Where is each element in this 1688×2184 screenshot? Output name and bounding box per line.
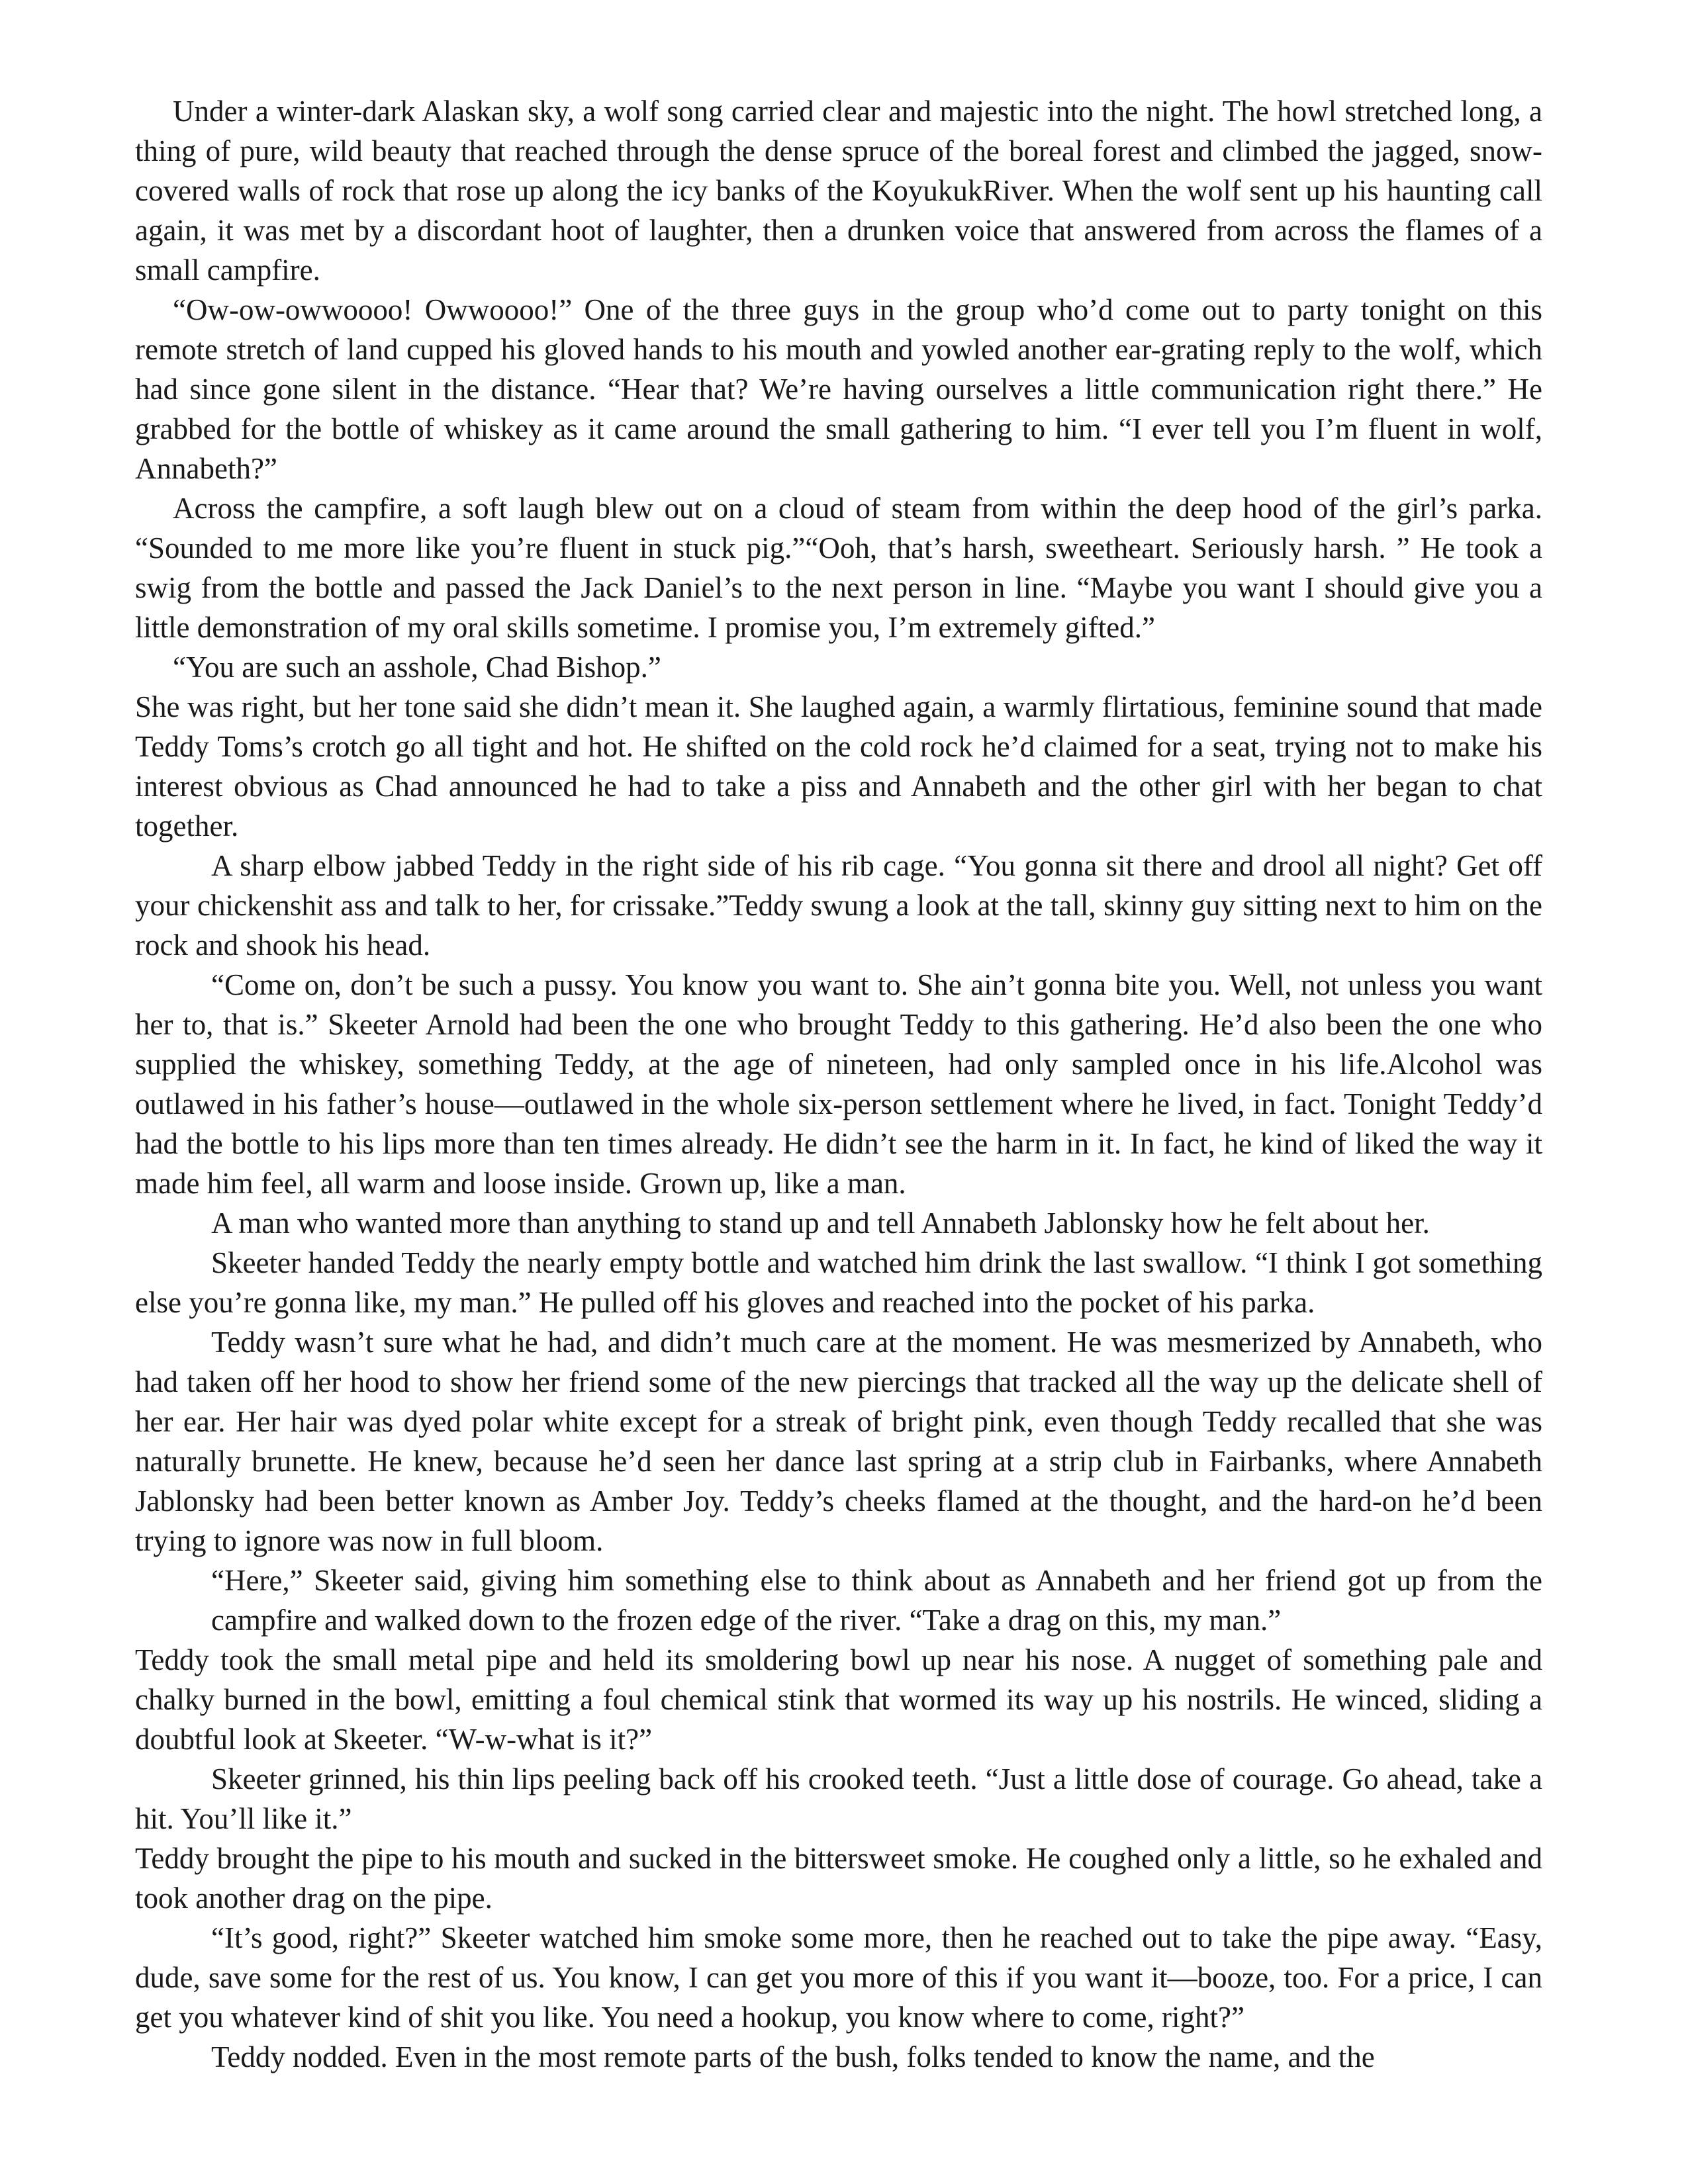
paragraph-4: “You are such an asshole, Chad Bishop.” bbox=[173, 651, 661, 684]
paragraph-7: “Come on, don’t be such a pussy. You know you want to. She ain’t gonna bite you. Well, not unless you want her to, that is.” Skeeter Arnold had been the one who brought Teddy to this gathering. He’d also been the one who supplied the whiskey, something Teddy, at the age of nineteen, had only sampled once in his life.Alcohol was outlawed in his father’s house—outlawed in the whole six-person settlement where he lived, in fact. Tonight Teddy’d had the bottle to his lips more than ten times already. He didn’t see the harm in it. In fact, he kind of liked the way it made him feel, all warm and loose inside. Grown up, like a man. bbox=[135, 968, 1542, 1200]
paragraph-1: Under a winter-dark Alaskan sky, a wolf song carried clear and majestic into the night. The howl stretched long, a thing of pure, wild beauty that reached through the dense spruce of the boreal forest and climbed the jagged, snow-covered walls of rock that rose up along the icy banks of the KoyukukRiver. When the wolf sent up his haunting call again, it was met by a discordant hoot of laughter, then a drunken voice that answered from across the flames of a small campfire. bbox=[135, 95, 1542, 287]
paragraph-3: Across the campfire, a soft laugh blew out on a cloud of steam from within the deep hood of the girl’s parka. “Sounded to me more like you’re fluent in stuck pig.”“Ooh, that’s harsh, sweetheart. Seriously harsh. ” He took a swig from the bottle and passed the Jack Daniel’s to the next person in line. “Maybe you want I should give you a little demonstration of my oral skills sometime. I promise you, I’m extremely gifted.” bbox=[135, 492, 1542, 644]
paragraph-6: A sharp elbow jabbed Teddy in the right side of his rib cage. “You gonna sit there and drool all night? Get off your chickenshit ass and talk to her, for crissake.”Teddy swung a look at the tall, skinny guy sitting next to him on the rock and shook his head. bbox=[135, 849, 1542, 962]
paragraph-15: “It’s good, right?” Skeeter watched him smoke some more, then he reached out to take the pipe away. “Easy, dude, save some for the rest of us. You know, I can get you more of this if you want it—booze, too. For a price, I can get you whatever kind of shit you like. You need a hookup, you know where to come, right?” bbox=[135, 1921, 1542, 2034]
paragraph-5: She was right, but her tone said she didn’t mean it. She laughed again, a warmly flirtatious, feminine sound that made Teddy Toms’s crotch go all tight and hot. He shifted on the cold rock he’d claimed for a seat, trying not to make his interest obvious as Chad announced he had to take a piss and Annabeth and the other girl with her began to chat together. bbox=[135, 690, 1542, 842]
paragraph-9: Skeeter handed Teddy the nearly empty bottle and watched him drink the last swallow. “I think I got something else you’re gonna like, my man.” He pulled off his gloves and reached into the pocket of his parka. bbox=[135, 1246, 1542, 1319]
paragraph-11: “Here,” Skeeter said, giving him something else to think about as Annabeth and her friend got up from the campfire and walked down to the frozen edge of the river. “Take a drag on this, my man.” bbox=[211, 1564, 1542, 1637]
paragraph-16: Teddy nodded. Even in the most remote parts of the bush, folks tended to know the name, and the bbox=[211, 2040, 1375, 2073]
paragraph-14: Teddy brought the pipe to his mouth and sucked in the bittersweet smoke. He coughed only a little, so he exhaled and took another drag on the pipe. bbox=[135, 1842, 1542, 1915]
paragraph-13: Skeeter grinned, his thin lips peeling back off his crooked teeth. “Just a little dose of courage. Go ahead, take a hit. You’ll like it.” bbox=[135, 1762, 1542, 1835]
paragraph-2: “Ow-ow-owwoooo! Owwoooo!” One of the three guys in the group who’d come out to party tonight on this remote stretch of land cupped his gloved hands to his mouth and yowled another ear-grating reply to the wolf, which had since gone silent in the distance. “Hear that? We’re having ourselves a little communication right there.” He grabbed for the bottle of whiskey as it came around the small gathering to him. “I ever tell you I’m fluent in wolf, Annabeth?” bbox=[135, 293, 1542, 485]
paragraph-10: Teddy wasn’t sure what he had, and didn’t much care at the moment. He was mesmerized by Annabeth, who had taken off her hood to show her friend some of the new piercings that tracked all the way up the delicate shell of her ear. Her hair was dyed polar white except for a streak of bright pink, even though Teddy recalled that she was naturally brunette. He knew, because he’d seen her dance last spring at a strip club in Fairbanks, where Annabeth Jablonsky had been better known as Amber Joy. Teddy’s cheeks flamed at the thought, and the hard-on he’d been trying to ignore was now in full bloom. bbox=[135, 1326, 1542, 1557]
paragraph-8: A man who wanted more than anything to stand up and tell Annabeth Jablonsky how he felt about her. bbox=[211, 1206, 1430, 1240]
document-page bbox=[135, 91, 1542, 2077]
paragraph-12: Teddy took the small metal pipe and held its smoldering bowl up near his nose. A nugget of something pale and chalky burned in the bowl, emitting a foul chemical stink that wormed its way up his nostrils. He winced, sliding a doubtful look at Skeeter. “W-w-what is it?” bbox=[135, 1643, 1542, 1756]
